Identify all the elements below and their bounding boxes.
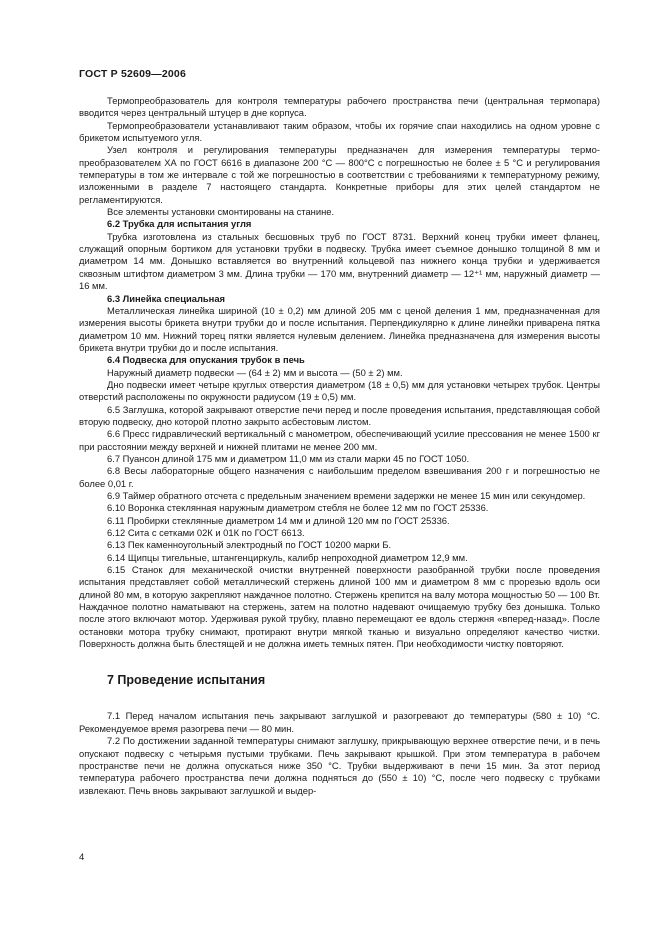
section-7-body bbox=[79, 710, 600, 796]
paragraph: Металлическая линейка шириной (10 ± 0,2) мм длиной 205 мм с ценой деления 1 мм, предназначенная для измерения высоты брикета внутри трубки до и после испытания. Перпендикулярно к длине линейки приварена пятка диаметром 10 мм. Нижний торец пятки является нулевым делением. Линейка предназначена для измерения высоты брикета внутри трубки до и после испытания. bbox=[79, 304, 600, 353]
paragraph: 7.2 По достижении заданной температуры снимают заглушку, прикрывающую верхнее отверстие печи, и в печь опускают подвеску с четырьмя пустыми трубками. Печь закрывают крышкой. При этом температура в рабочем пространстве печи не должна опускаться ниже 350 °С. Трубки выдерживают в печи 15 мин. За этот период температура рабочего пространства печи должна подняться до (550 ± 10) °С, после чего подвеску с трубками извлекают. Печь вновь закрывают заглушкой и выдер- bbox=[79, 735, 600, 796]
paragraph: Наружный диаметр подвески — (64 ± 2) мм и высота — (50 ± 2) мм. bbox=[107, 366, 403, 378]
paragraph: 6.13 Пек каменноугольный электродный по ГОСТ 10200 марки Б. bbox=[107, 539, 392, 551]
paragraph: 6.8 Весы лабораторные общего назначения с наибольшим пределом взвешивания 200 г и погрешностью не более 0,01 г. bbox=[79, 465, 600, 489]
subsection-heading: 6.3 Линейка специальная bbox=[107, 292, 226, 304]
paragraph: 6.12 Сита с сетками 02К и 01К по ГОСТ 6613. bbox=[107, 527, 305, 539]
paragraph: 6.14 Щипцы тигельные, штангенциркуль, калибр непроходной диаметром 12,9 мм. bbox=[107, 551, 468, 563]
subsection-heading: 6.2 Трубка для испытания угля bbox=[107, 218, 252, 230]
paragraph: Термопреобразователи устанавливают таким образом, чтобы их горячие спаи находились на одном уровне с брикетом испытуемого угля. bbox=[79, 119, 600, 144]
subsection-heading: 6.4 Подвеска для опускания трубок в печь bbox=[107, 354, 305, 366]
paragraph: 7.1 Перед началом испытания печь закрывают заглушкой и разогревают до температуры (580 ± 10) °С. Рекомендуемое время разогрева печи — 80 мин. bbox=[79, 710, 600, 734]
section-6-continuation bbox=[79, 95, 600, 650]
paragraph: 6.10 Воронка стеклянная наружным диаметром стебля не более 12 мм по ГОСТ 25336. bbox=[107, 502, 489, 514]
paragraph: 6.7 Пуансон длиной 175 мм и диаметром 11,0 мм из стали марки 45 по ГОСТ 1050. bbox=[107, 452, 470, 464]
paragraph: 6.6 Пресс гидравлический вертикальный с манометром, обеспечивающий усилие прессования не менее 1500 кг при расстоянии между верхней и нижней плитами не менее 200 мм. bbox=[79, 428, 600, 452]
paragraph: Все элементы установки смонтированы на станине. bbox=[107, 206, 335, 218]
page-header-standard: ГОСТ Р 52609—2006 bbox=[79, 68, 187, 80]
section-7-title: 7 Проведение испытания bbox=[107, 673, 266, 688]
paragraph: 6.15 Станок для механической очистки внутренней поверхности разобранной трубки после проведения испытания представляет собой металлический стержень длиной 100 мм и диаметром 8 мм с прорезью вдоль оси длиной 80 мм, в которую закрепляют наждачное полотно. Стержень крепится на валу мотора мощностью 50 — 100 Вт. Наждачное полотно наматывают на стержень, затем на полотно надевают очищаемую трубку без донышка. Только после этого включают мотор. Удерживая рукой трубку, плавно перемещают ее вдоль стержня «вперед-назад». После остановки мотора трубку снимают, протирают внутри мягкой тканью и визуально определяют качество чистки. Поверхность должна быть блестящей и не должна иметь темных пятен. При необходимости чистку повторяют. bbox=[79, 564, 600, 650]
document-body bbox=[79, 95, 600, 797]
paragraph: 6.5 Заглушка, которой закрывают отверстие печи перед и после проведения испытания, представляющая собой вторую подвеску, дно которой плотно закрыто асбестовым листом. bbox=[79, 403, 600, 427]
paragraph: Дно подвески имеет четыре круглых отверстия диаметром (18 ± 0,5) мм для установки четырех трубок. Центры отверстий расположены по окружности радиусом (19 ± 0,5) мм. bbox=[79, 378, 600, 403]
paragraph: 6.9 Таймер обратного отсчета с предельным значением времени задержки не менее 15 мин или секундомер. bbox=[107, 490, 586, 501]
paragraph: Термопреобразователь для контроля температуры рабочего пространства печи (центральная термопара) вводится через центральный штуцер в дне корпуса. bbox=[79, 95, 600, 119]
page-number: 4 bbox=[79, 852, 85, 863]
paragraph: 6.11 Пробирки стеклянные диаметром 14 мм и длиной 120 мм по ГОСТ 25336. bbox=[107, 514, 450, 526]
paragraph: Узел контроля и регулирования температуры предназначен для измерения температуры термопреобразователем ХА по ГОСТ 6616 в диапазоне 200 °С — 800°С с погрешностью не более ± 5 °С и регулирования температуры в том же интервале с той же погрешностью в соответствии с требованиями к температурному режиму, изложенными в разделе 7 настоящего стандарта. Конкретные приборы для этих целей стандартом не регламентируются. bbox=[79, 144, 600, 205]
paragraph: Трубка изготовлена из стальных бесшовных труб по ГОСТ 8731. Верхний конец трубки имеет фланец, служащий опорным бортиком для установки трубки в подвеску. Трубка имеет съемное донышко толщиной 8 мм и диаметром 14 мм. Донышко вставляется во внутренний кольцевой паз нижнего конца трубки и удерживается сквозным штифтом диаметром 3 мм. Длина трубки — 170 мм, внутренний диаметр — 12⁺¹ мм, наружный диаметр — 16 мм. bbox=[79, 230, 600, 292]
